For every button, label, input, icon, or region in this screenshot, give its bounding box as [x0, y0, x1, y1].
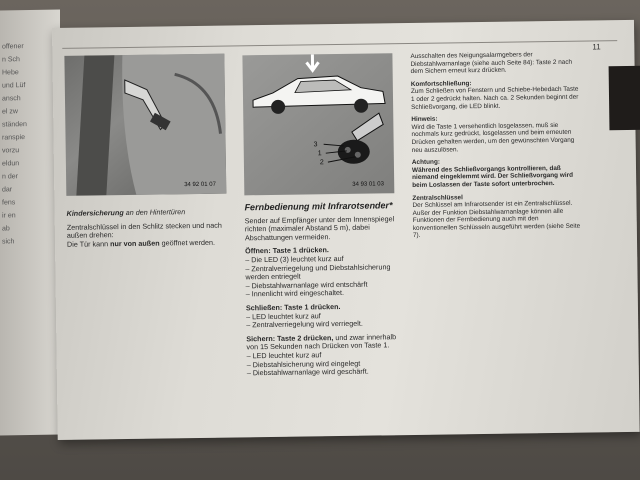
child-lock-step: Zentralschlüssel in den Schlitz stecken und nach außen drehen:	[66, 220, 222, 240]
car-remote-illustration	[242, 53, 394, 195]
list-item: – Zentralverriegelung und Diebstahlsicherung werden entriegelt	[245, 263, 405, 282]
left-page-fragment: ir en	[2, 212, 16, 220]
door-lock-illustration	[64, 54, 226, 196]
left-page-fragment: sich	[2, 238, 15, 246]
left-page-fragment: Hebe	[2, 69, 19, 77]
right-column	[410, 51, 583, 240]
warning-text: Während des Schließvorgangs kontrollieren, daß niemand eingeklemmt wird. Der Schließvorgang wird beim Loslassen der Taste sofort unterbrochen.	[411, 164, 574, 189]
left-page-fragment: fens	[2, 199, 16, 207]
secure-title: Sichern: Taste 2 drücken, und zwar innerhalb von 15 Sekunden nach Drücken von Taste 1.	[246, 331, 397, 352]
figure-id: 34 93 01 03	[352, 181, 384, 188]
note-text: Wird die Taste 1 versehentlich losgelassen, muß sie nochmals kurz gedrückt, losgelassen und beim erneuten Drücken gehalten werden, um den gewünschten Vorgang neu auszulösen.	[411, 121, 575, 154]
list-item: – Diebstahlsicherung wird eingelegt	[247, 359, 407, 370]
car-key-drawing	[242, 53, 394, 195]
left-page-fragment: n Sch	[2, 56, 20, 64]
page-number: 11	[592, 42, 601, 52]
list-item: – LED leuchtet kurz auf	[246, 311, 406, 322]
left-page-fragment: dar	[2, 186, 13, 194]
section-tab	[609, 66, 640, 130]
note-title: Hinweis:	[411, 115, 438, 124]
left-page-fragment: ansch	[2, 95, 21, 103]
comfort-title: Komfortschließung:	[410, 79, 472, 88]
open-title: Öffnen: Taste 1 drücken.	[245, 245, 329, 256]
warning-title: Achtung:	[411, 158, 441, 167]
master-key-text: Der Schlüssel am Infrarotsender ist ein Zentralschlüssel. Außer der Funktion Diebstahlwarnanlage können alle Funktionen der Fernbedienung auch mit den konventionellen Schlüsseln ausgeführt werden (siehe Seite 7).	[412, 199, 581, 240]
close-title: Schließen: Taste 1 drücken.	[245, 301, 341, 313]
door-lock-drawing	[64, 54, 226, 196]
top-rule	[62, 40, 617, 52]
secure-list	[247, 350, 407, 378]
callout-3: 3	[313, 141, 318, 149]
left-page-fragment: ständen	[2, 121, 27, 129]
list-item: – Die LED (3) leuchtet kurz auf	[245, 254, 405, 265]
list-item: – LED leuchtet kurz auf	[247, 350, 407, 361]
left-page-fragment: vorzu	[2, 147, 20, 155]
open-list	[245, 254, 406, 299]
child-lock-section	[67, 208, 228, 250]
left-page-fragment: n der	[2, 173, 18, 181]
child-lock-title: Kindersicherung an den Hintertüren	[66, 207, 186, 218]
list-item: – Diebstahlwarnanlage wird entschärft	[246, 280, 406, 291]
left-page	[0, 9, 60, 435]
remote-heading: Fernbedienung mit Infrarotsender*	[244, 200, 393, 213]
left-page-fragment: ab	[2, 225, 10, 233]
list-item: – Innenlicht wird eingeschaltet.	[246, 288, 406, 299]
tilt-alarm-text: Ausschalten des Neigungsalarmgebers der Diebstahlwarnanlage (siehe auch Seite 84): Taste 2 nach dem Sichern erneut kurz drücken.	[410, 51, 573, 76]
left-page-fragment: ranspie	[2, 134, 25, 142]
child-lock-note: Die Tür kann nur von außen geöffnet werden.	[66, 237, 216, 249]
callout-2: 2	[319, 159, 324, 167]
left-page-fragment: el zw	[2, 108, 18, 116]
manual-page	[52, 20, 640, 440]
master-key-title: Zentralschlüssel	[412, 193, 463, 202]
list-item: – Zentralverriegelung wird verriegelt.	[246, 319, 406, 330]
left-page-fragment: und Lüf	[2, 82, 26, 90]
left-page-fragment: offener	[2, 43, 24, 51]
remote-intro: Sender auf Empfänger unter dem Innenspiegel richten (maximaler Abstand 5 m), dabei Abschattungen vermeiden.	[244, 213, 395, 243]
list-item: – Diebstahlwarnanlage wird geschärft.	[247, 367, 407, 378]
left-page-fragment: eldun	[2, 160, 20, 168]
callout-1: 1	[317, 150, 322, 158]
comfort-text: Zum Schließen von Fenstern und Schiebe-Hebedach Taste 1 oder 2 gedrückt halten. Nach ca. 2 Sekunden beginnt der Schließvorgang, die LED blinkt.	[410, 86, 579, 111]
figure-id: 34 92 01 07	[184, 181, 216, 189]
remote-control-section	[244, 201, 406, 378]
close-list	[246, 311, 406, 330]
